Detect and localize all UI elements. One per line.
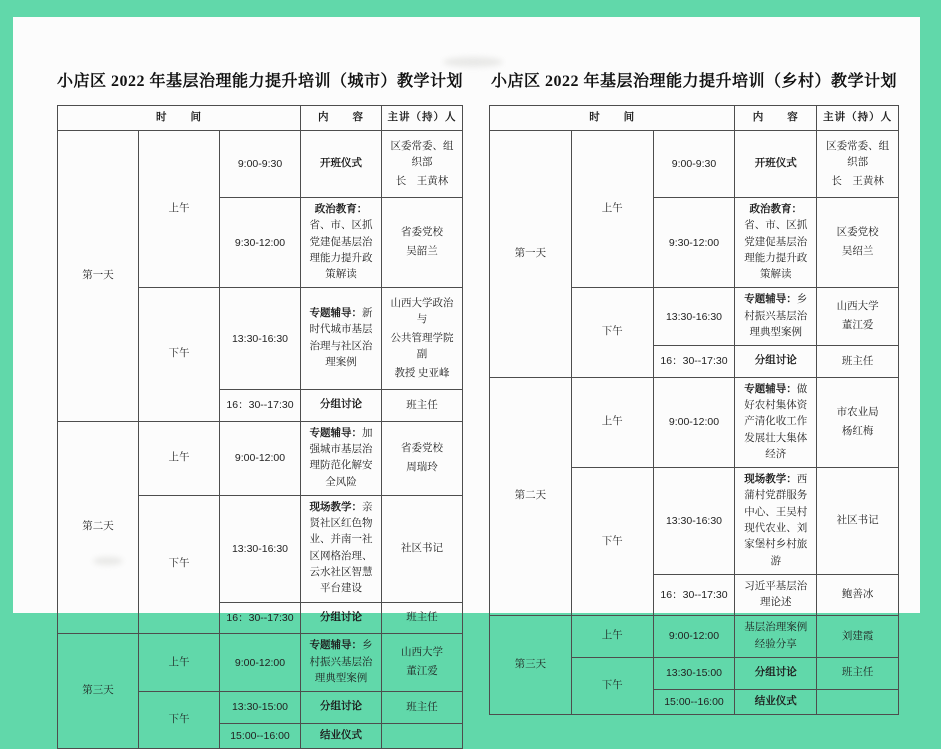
content-cell: 政治教育：省、市、区抓党建促基层治理能力提升政策解读 <box>735 198 817 288</box>
ampm-cell: 上午 <box>571 616 653 658</box>
content-cell: 专题辅导：新时代城市基层治理与社区治理案例 <box>301 288 382 390</box>
speaker-cell <box>817 657 899 689</box>
speaker-line: 班主任 <box>841 667 874 679</box>
content-cell: 专题辅导：做好农村集体资产清化收工作 发展壮大集体经济 <box>735 377 817 467</box>
speaker-cell <box>817 689 899 714</box>
time-cell: 9:00-12:00 <box>220 421 301 495</box>
time-cell: 16：30--17:30 <box>220 602 301 634</box>
speaker-cell <box>382 288 463 390</box>
content-cell: 开班仪式 <box>735 131 817 198</box>
speaker-cell <box>817 131 899 198</box>
speaker-line: 山西大学 <box>836 301 879 313</box>
speaker-line: 省委党校 <box>401 227 443 239</box>
speaker-line: 山西大学 <box>401 647 443 659</box>
speaker-line: 省委党校 <box>401 442 443 454</box>
time-cell: 13:30-16:30 <box>653 468 735 575</box>
speaker-line: 长 王黄林 <box>395 175 449 187</box>
time-cell: 13:30-15:00 <box>220 692 301 724</box>
speaker-cell <box>382 131 463 198</box>
header-speaker: 主讲（持）人 <box>817 106 899 131</box>
speaker-line: 刘建霞 <box>841 630 874 642</box>
speaker-line: 班主任 <box>406 399 438 411</box>
table-row <box>58 634 463 692</box>
header-speaker: 主讲（持）人 <box>382 106 463 131</box>
speaker-line: 吴韶兰 <box>406 246 438 258</box>
speaker-line: 鲍善冰 <box>841 589 874 601</box>
speaker-line: 董江爱 <box>841 320 874 332</box>
speaker-line: 市农业局 <box>836 407 879 419</box>
schedule-table <box>57 105 463 749</box>
content-cell: 结业仪式 <box>301 723 382 748</box>
speaker-line: 区委常委、组织部 <box>390 140 454 168</box>
scan-artifact <box>443 57 503 67</box>
header-row <box>58 106 463 131</box>
content-cell: 分组讨论 <box>735 657 817 689</box>
time-cell: 15:00--16:00 <box>220 723 301 748</box>
speaker-line: 班主任 <box>406 701 438 713</box>
ampm-cell: 下午 <box>139 288 220 422</box>
time-cell: 16：30--17:30 <box>220 390 301 422</box>
speaker-line: 周瑞玲 <box>406 462 438 474</box>
speaker-line: 长 王黄林 <box>831 175 884 187</box>
time-cell: 16：30--17:30 <box>653 346 735 378</box>
content-cell: 习近平基层治理论述 <box>735 574 817 616</box>
content-cell: 分组讨论 <box>735 346 817 378</box>
page-title: 小店区 2022 年基层治理能力提升培训（乡村）教学计划 <box>490 73 897 90</box>
ampm-cell: 下午 <box>571 468 653 616</box>
time-cell: 9:00-12:00 <box>220 634 301 692</box>
speaker-cell <box>382 634 463 692</box>
time-cell: 9:00-12:00 <box>653 377 735 467</box>
content-cell: 分组讨论 <box>301 602 382 634</box>
time-cell: 13:30-16:30 <box>220 495 301 602</box>
day-cell: 第三天 <box>490 616 572 715</box>
speaker-cell <box>382 495 463 602</box>
time-cell: 9:30-12:00 <box>653 198 735 288</box>
day-cell: 第一天 <box>490 131 572 378</box>
speaker-cell <box>382 692 463 724</box>
speaker-line: 班主任 <box>406 612 438 623</box>
page-title: 小店区 2022 年基层治理能力提升培训（城市）教学计划 <box>57 73 464 90</box>
time-cell: 16：30--17:30 <box>653 574 735 616</box>
header-content: 内 容 <box>301 106 382 131</box>
table-row <box>58 131 463 198</box>
speaker-cell <box>817 377 899 467</box>
ampm-cell: 上午 <box>139 634 220 692</box>
content-cell: 开班仪式 <box>301 131 382 198</box>
speaker-cell <box>817 346 899 378</box>
speaker-line: 社区书记 <box>836 515 879 527</box>
speaker-cell <box>817 574 899 616</box>
speaker-cell <box>817 468 899 575</box>
time-cell: 13:30-16:30 <box>653 288 735 346</box>
speaker-line: 吴绍兰 <box>841 246 874 258</box>
header-time: 时 间 <box>58 106 301 131</box>
content-cell: 专题辅导：乡村振兴基层治理典型案例 <box>735 288 817 346</box>
schedule-page-city <box>57 72 463 749</box>
speaker-line: 区委常委、组织部 <box>826 140 890 168</box>
speaker-line: 董江爱 <box>406 666 438 678</box>
time-cell: 13:30-16:30 <box>220 288 301 390</box>
ampm-cell: 上午 <box>571 377 653 467</box>
speaker-cell <box>382 723 463 748</box>
header-content: 内 容 <box>735 106 817 131</box>
time-cell: 9:30-12:00 <box>220 198 301 288</box>
speaker-cell <box>382 390 463 422</box>
content-cell: 政治教育：省、市、区抓党建促基层治理能力提升政策解读 <box>301 198 382 288</box>
table-row <box>490 616 899 658</box>
content-cell: 专题辅导：加强城市基层治理防范化解安全风险 <box>301 421 382 495</box>
speaker-cell <box>817 616 899 658</box>
ampm-cell: 下午 <box>571 657 653 714</box>
ampm-cell: 上午 <box>139 131 220 288</box>
table-row <box>58 421 463 495</box>
content-cell: 专题辅导：乡村振兴基层治理典型案例 <box>301 634 382 692</box>
content-cell: 基层治理案例经验分享 <box>735 616 817 658</box>
day-cell: 第二天 <box>490 377 572 615</box>
speaker-line: 区委党校 <box>836 227 879 239</box>
speaker-line: 山西大学政治与 <box>390 297 454 325</box>
speaker-line: 杨红梅 <box>841 426 874 438</box>
speaker-line: 班主任 <box>841 355 874 367</box>
speaker-line: 社区书记 <box>401 542 443 554</box>
header-time: 时 间 <box>490 106 735 131</box>
ampm-cell: 下午 <box>139 692 220 749</box>
day-cell: 第三天 <box>58 634 139 749</box>
speaker-cell <box>817 198 899 288</box>
speaker-cell <box>817 288 899 346</box>
schedule-table-mount-rural <box>489 105 899 715</box>
schedule-page-rural <box>489 72 899 715</box>
content-cell: 分组讨论 <box>301 390 382 422</box>
time-cell: 13:30-15:00 <box>653 657 735 689</box>
content-cell: 结业仪式 <box>735 689 817 714</box>
speaker-line: 教授 史亚峰 <box>394 367 450 379</box>
ampm-cell: 下午 <box>139 495 220 633</box>
schedule-table <box>489 105 899 715</box>
content-cell: 分组讨论 <box>301 692 382 724</box>
schedule-table-mount-city <box>57 105 463 749</box>
header-row <box>490 106 899 131</box>
speaker-line: 公共管理学院副 <box>390 332 454 360</box>
table-row <box>490 131 899 198</box>
content-cell: 现场教学：亲贤社区红色物业、并南一社区网格治理、云水社区智慧平台建设 <box>301 495 382 602</box>
day-cell: 第二天 <box>58 421 139 633</box>
ampm-cell: 上午 <box>139 421 220 495</box>
ampm-cell: 下午 <box>571 288 653 378</box>
time-cell: 9:00-12:00 <box>653 616 735 658</box>
day-cell: 第一天 <box>58 131 139 422</box>
ampm-cell: 上午 <box>571 131 653 288</box>
time-cell: 9:00-9:30 <box>653 131 735 198</box>
table-row <box>490 377 899 467</box>
speaker-cell <box>382 421 463 495</box>
speaker-cell <box>382 198 463 288</box>
time-cell: 9:00-9:30 <box>220 131 301 198</box>
time-cell: 15:00--16:00 <box>653 689 735 714</box>
speaker-cell <box>382 602 463 634</box>
content-cell: 现场教学：西蒲村党群服务中心、王吴村现代农业、刘家堡村乡村旅游 <box>735 468 817 575</box>
